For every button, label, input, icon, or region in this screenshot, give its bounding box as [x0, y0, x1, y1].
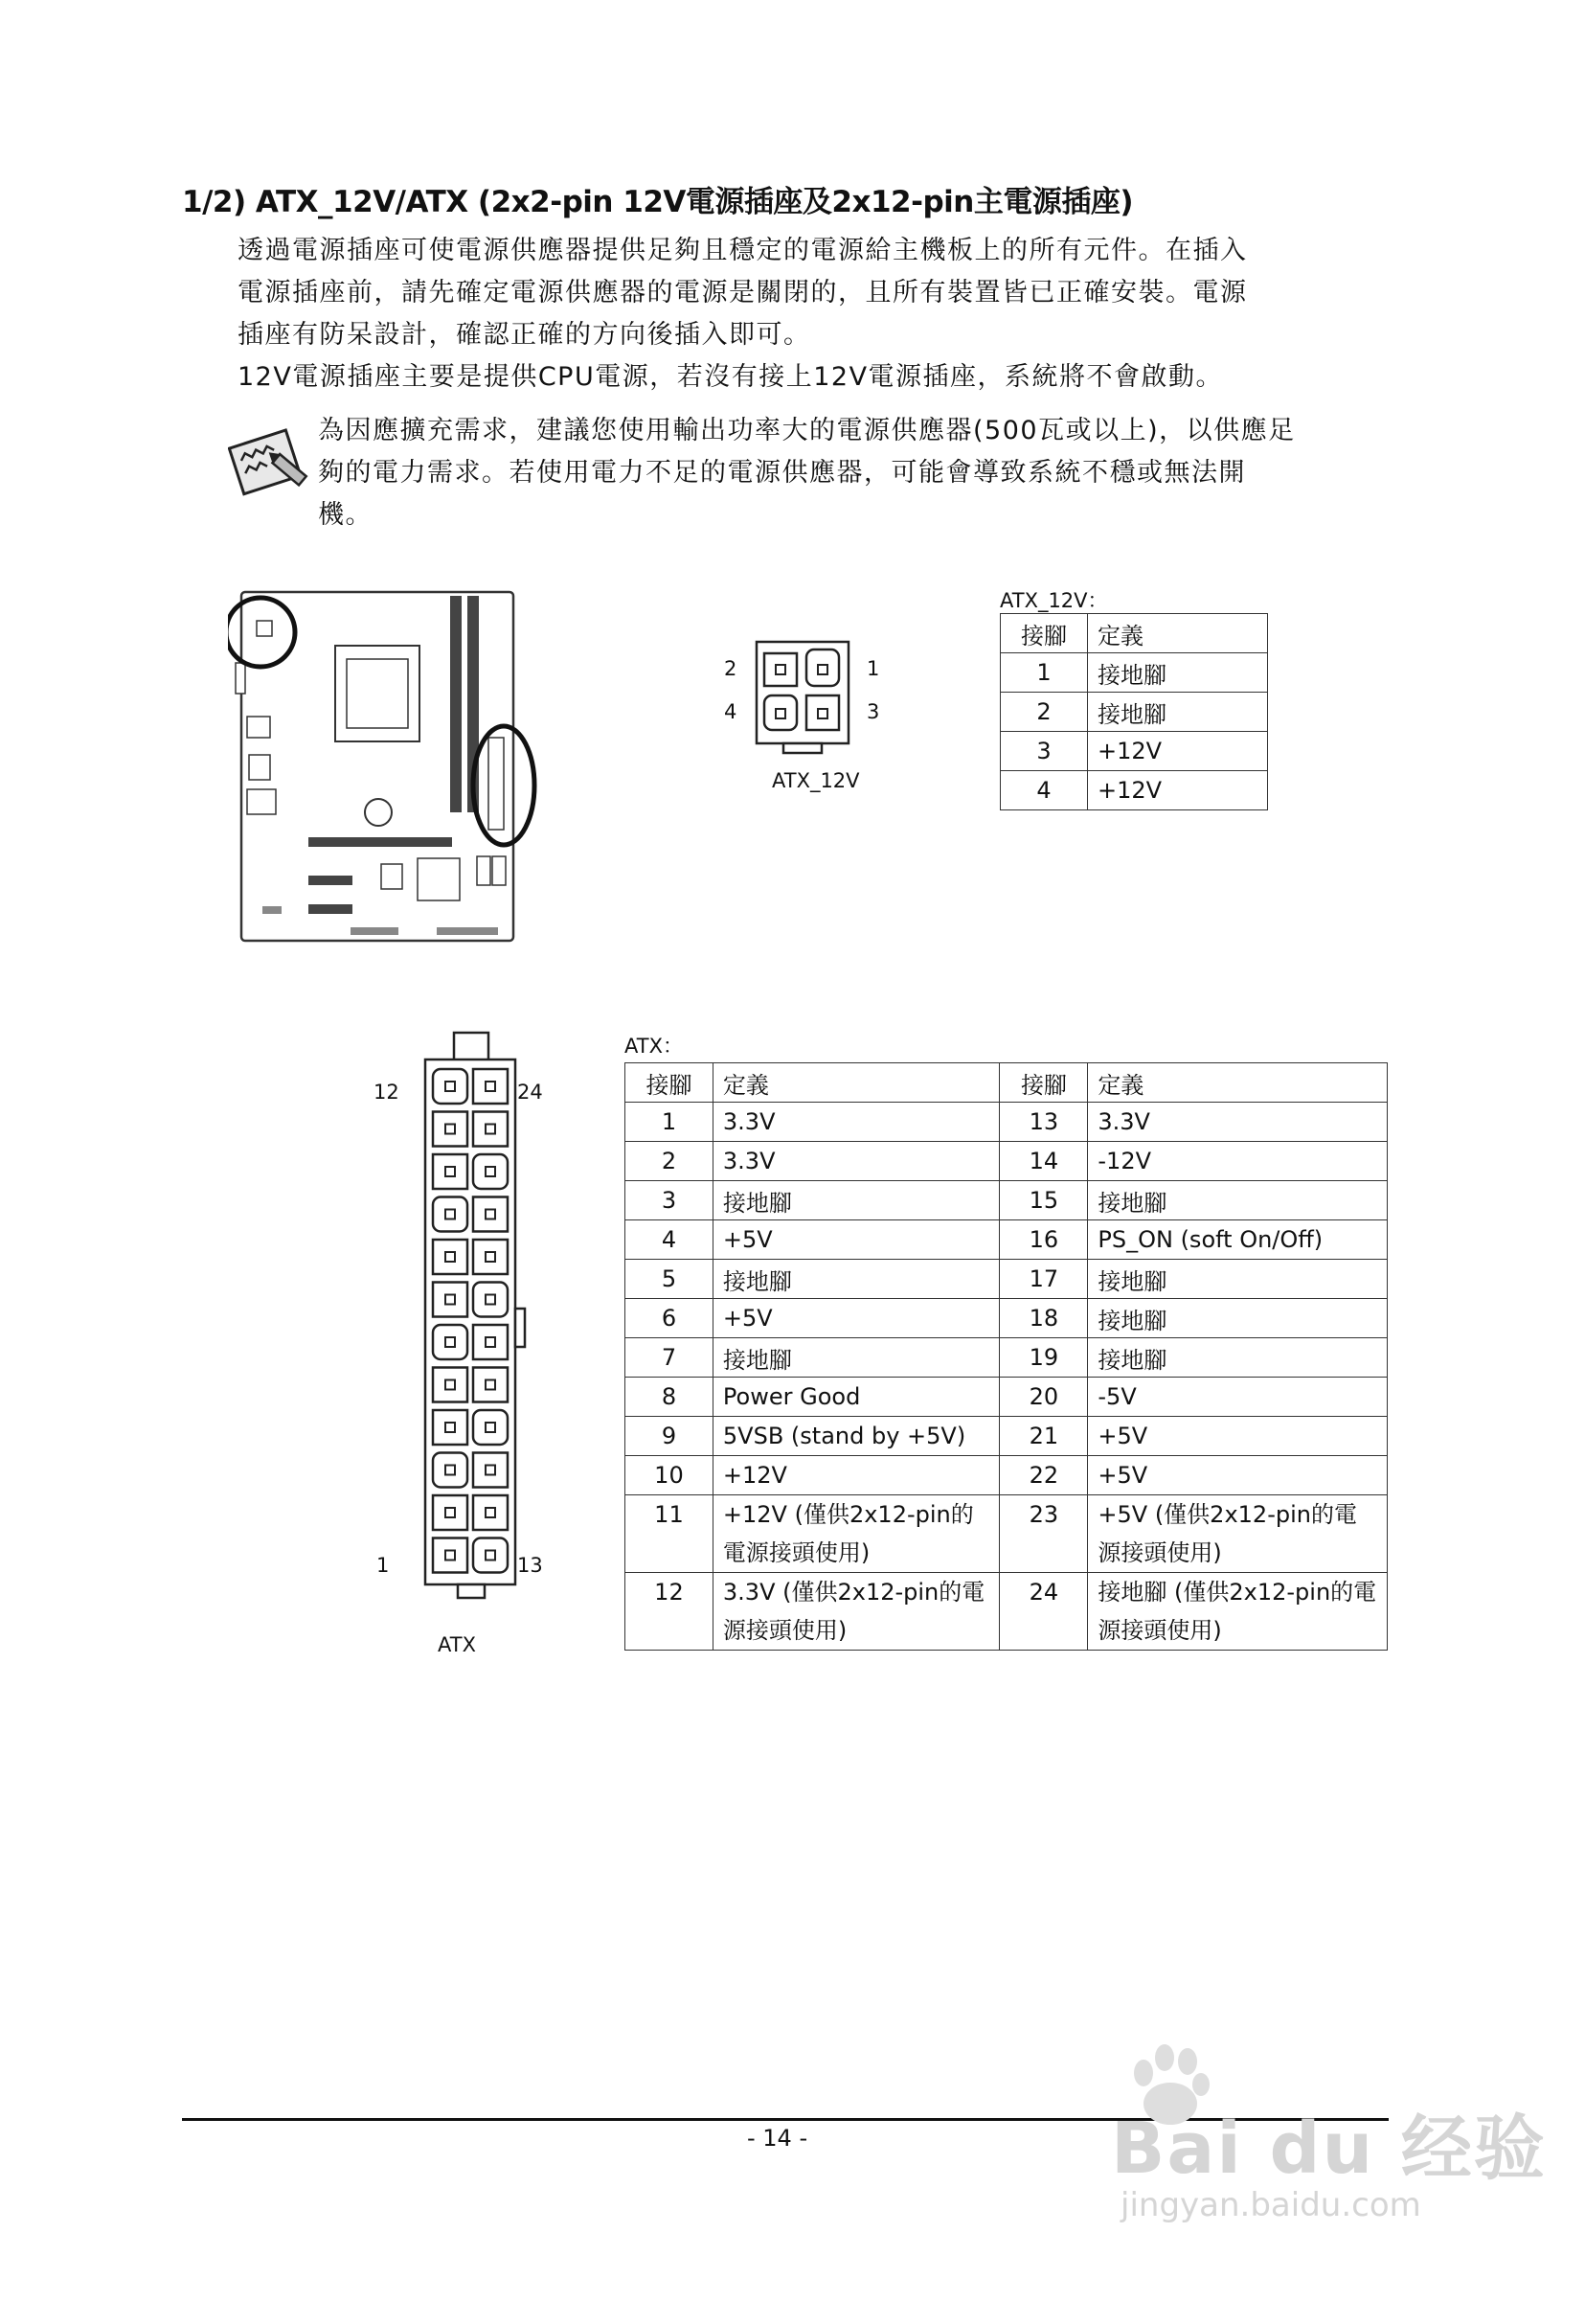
atx-pin-label-1: 1 — [376, 1554, 390, 1577]
paragraph-line-2: 電源插座前，請先確定電源供應器的電源是關閉的，且所有裝置皆已正確安裝。電源 — [238, 278, 1248, 308]
atx12v-pin-table — [1000, 613, 1268, 810]
pin-contact — [445, 1466, 455, 1475]
pin-definition: 3.3V — [713, 1142, 1000, 1181]
pin-number: 6 — [625, 1299, 713, 1338]
watermark-url: jingyan.baidu.com — [1121, 2186, 1421, 2224]
pin-definition: +12V — [1088, 732, 1268, 771]
note-line-1: 為因應擴充需求，建議您使用輸出功率大的電源供應器(500瓦或以上)，以供應足 — [318, 416, 1296, 445]
pin-contact — [486, 1337, 495, 1347]
pin-definition: 接地腳 — [1088, 1299, 1388, 1338]
pin-number: 1 — [1001, 653, 1088, 693]
atx12v-pin-label-3: 3 — [867, 700, 880, 723]
header-pin: 接腳 — [1000, 1063, 1088, 1103]
atx-pin-label-24: 24 — [517, 1081, 543, 1104]
table-row — [1001, 732, 1268, 771]
pin-definition: 接地腳 — [713, 1181, 1000, 1220]
table-row — [1001, 771, 1268, 810]
pin-number: 23 — [1000, 1495, 1088, 1573]
pin-number: 1 — [625, 1103, 713, 1142]
table-row — [625, 1378, 1388, 1417]
pin-definition: 3.3V — [1088, 1103, 1388, 1142]
pin-definition: 接地腳 — [1088, 1338, 1388, 1378]
atx-diagram-caption: ATX — [438, 1633, 476, 1656]
table-row — [625, 1181, 1388, 1220]
watermark-logo: Bai du 经验 — [1111, 2108, 1547, 2190]
pin-contact — [445, 1551, 455, 1561]
pin-definition: +12V — [713, 1456, 1000, 1495]
header-definition: 定義 — [1088, 614, 1268, 653]
pin-contact — [445, 1423, 455, 1432]
pin-definition: 3.3V — [713, 1103, 1000, 1142]
pin-definition: 接地腳 — [713, 1338, 1000, 1378]
atx12v-pin-label-2: 2 — [724, 657, 737, 680]
pin-definition: -5V — [1088, 1378, 1388, 1417]
section-heading: 1/2) ATX_12V/ATX (2x2-pin 12V電源插座及2x12-pin主電源插座) — [182, 185, 1134, 219]
atx12v-table-title: ATX_12V： — [1000, 589, 1108, 612]
pin-definition: Power Good — [713, 1378, 1000, 1417]
pin-definition: 5VSB (stand by +5V) — [713, 1417, 1000, 1456]
pin-number: 2 — [625, 1142, 713, 1181]
pin-number: 16 — [1000, 1220, 1088, 1260]
header-pin: 接腳 — [625, 1063, 713, 1103]
connector-bottom-tab — [458, 1584, 485, 1598]
pin-number: 4 — [1001, 771, 1088, 810]
pin-contact — [445, 1508, 455, 1517]
pin-definition: +5V — [1088, 1417, 1388, 1456]
table-row — [625, 1456, 1388, 1495]
pin-number: 9 — [625, 1417, 713, 1456]
pin-number: 15 — [1000, 1181, 1088, 1220]
pin-contact — [445, 1295, 455, 1305]
pin-contact — [486, 1380, 495, 1390]
pin-number: 13 — [1000, 1103, 1088, 1142]
paragraph-line-3: 插座有防呆設計，確認正確的方向後插入即可。 — [238, 320, 811, 350]
pin-contact — [445, 1337, 455, 1347]
table-row — [625, 1417, 1388, 1456]
table-row — [625, 1573, 1388, 1651]
header-definition: 定義 — [713, 1063, 1000, 1103]
table-row — [1001, 693, 1268, 732]
table-row — [625, 1299, 1388, 1338]
pin-definition: +12V (僅供2x12-pin的電源接頭使用) — [713, 1495, 1000, 1573]
paragraph-line-4: 12V電源插座主要是提供CPU電源，若沒有接上12V電源插座，系統將不會啟動。 — [238, 362, 1224, 392]
pin-number: 3 — [625, 1181, 713, 1220]
pin-contact — [445, 1252, 455, 1262]
table-header-row — [625, 1063, 1388, 1103]
atx-pin-table — [624, 1062, 1388, 1651]
pin-contact — [445, 1125, 455, 1134]
table-row — [1001, 653, 1268, 693]
pin-number: 17 — [1000, 1260, 1088, 1299]
note-line-3: 機。 — [318, 500, 373, 530]
pin-definition: 接地腳 — [713, 1260, 1000, 1299]
pin-contact — [486, 1125, 495, 1134]
motherboard-diagram — [228, 586, 554, 946]
atx-pin-label-13: 13 — [517, 1554, 543, 1577]
atx-connector-diagram — [406, 1031, 550, 1625]
table-header-row — [1001, 614, 1268, 653]
pin-number: 18 — [1000, 1299, 1088, 1338]
table-row — [625, 1495, 1388, 1573]
pin-contact — [486, 1082, 495, 1091]
pin-definition: +5V (僅供2x12-pin的電源接頭使用) — [1088, 1495, 1388, 1573]
pin-definition: +5V — [713, 1299, 1000, 1338]
pin-number: 12 — [625, 1573, 713, 1651]
pin-number: 3 — [1001, 732, 1088, 771]
pin-definition: 接地腳 — [1088, 693, 1268, 732]
connector-top-latch — [454, 1033, 488, 1061]
pin-contact — [445, 1167, 455, 1176]
atx12v-pin-label-1: 1 — [867, 657, 880, 680]
page-number: - 14 - — [747, 2125, 808, 2152]
pin-number: 20 — [1000, 1378, 1088, 1417]
atx12v-pin-label-4: 4 — [724, 700, 737, 723]
pin-definition: +5V — [713, 1220, 1000, 1260]
pin-number: 19 — [1000, 1338, 1088, 1378]
pin-contact — [486, 1508, 495, 1517]
pin-contact — [486, 1252, 495, 1262]
table-row — [625, 1220, 1388, 1260]
pin-number: 5 — [625, 1260, 713, 1299]
pin-number: 8 — [625, 1378, 713, 1417]
pin-number: 21 — [1000, 1417, 1088, 1456]
header-definition: 定義 — [1088, 1063, 1388, 1103]
pin-definition: PS_ON (soft On/Off) — [1088, 1220, 1388, 1260]
pin-contact — [486, 1551, 495, 1561]
pin-definition: +5V — [1088, 1456, 1388, 1495]
pin-number: 7 — [625, 1338, 713, 1378]
pin-number: 24 — [1000, 1573, 1088, 1651]
paragraph-line-1: 透過電源插座可使電源供應器提供足夠且穩定的電源給主機板上的所有元件。在插入 — [238, 236, 1248, 265]
pin-definition: +12V — [1088, 771, 1268, 810]
pin-definition: -12V — [1088, 1142, 1388, 1181]
table-row — [625, 1142, 1388, 1181]
connector-side-clip — [515, 1309, 525, 1347]
pin-contact — [486, 1210, 495, 1219]
pin-number: 22 — [1000, 1456, 1088, 1495]
atx-table-title: ATX： — [624, 1035, 683, 1058]
pin-number: 2 — [1001, 693, 1088, 732]
note-line-2: 夠的電力需求。若使用電力不足的電源供應器，可能會導致系統不穩或無法開 — [318, 458, 1246, 488]
header-pin: 接腳 — [1001, 614, 1088, 653]
note-pencil-icon — [228, 423, 310, 502]
table-row — [625, 1103, 1388, 1142]
pin-number: 4 — [625, 1220, 713, 1260]
pin-definition: 接地腳 — [1088, 1181, 1388, 1220]
pin-definition: 接地腳 (僅供2x12-pin的電源接頭使用) — [1088, 1573, 1388, 1651]
pin-number: 11 — [625, 1495, 713, 1573]
pin-contact — [486, 1466, 495, 1475]
table-row — [625, 1338, 1388, 1378]
atx12v-diagram-caption: ATX_12V — [772, 769, 860, 792]
pin-contact — [445, 1082, 455, 1091]
pin-contact — [486, 1423, 495, 1432]
pin-definition: 接地腳 — [1088, 653, 1268, 693]
pin-number: 10 — [625, 1456, 713, 1495]
table-row — [625, 1260, 1388, 1299]
pin-number: 14 — [1000, 1142, 1088, 1181]
pin-contact — [445, 1380, 455, 1390]
pin-definition: 接地腳 — [1088, 1260, 1388, 1299]
pin-contact — [486, 1295, 495, 1305]
pin-contact — [445, 1210, 455, 1219]
pin-definition: 3.3V (僅供2x12-pin的電源接頭使用) — [713, 1573, 1000, 1651]
pin-contact — [486, 1167, 495, 1176]
atx-pin-label-12: 12 — [374, 1081, 399, 1104]
